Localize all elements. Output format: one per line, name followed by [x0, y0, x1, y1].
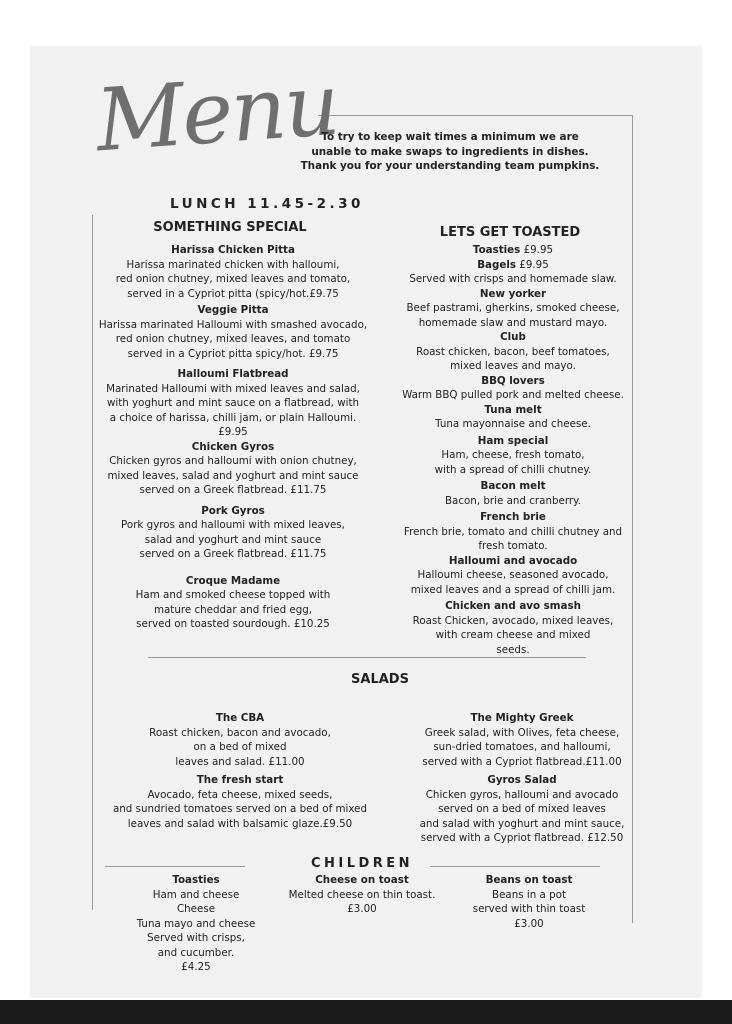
menu-item-name: Veggie Pitta — [197, 304, 269, 316]
salads-right-list — [412, 711, 632, 846]
menu-item-description: Roast chicken, bacon, beef tomatoes, mixed leaves and mayo. — [416, 345, 610, 372]
menu-item-description: Ham, cheese, fresh tomato, with a spread of chilli chutney. — [434, 449, 592, 476]
menu-item — [412, 773, 632, 846]
salads-heading: SALADS — [351, 672, 409, 687]
menu-item — [100, 773, 380, 831]
menu-item-name: The fresh start — [196, 774, 284, 786]
menu-item-name: Bacon melt — [480, 480, 546, 492]
menu-item-name: Club — [500, 331, 526, 343]
children-divider-left — [105, 866, 245, 867]
menu-item-name: Toasties — [172, 874, 220, 886]
menu-item-description: Tuna mayonnaise and cheese. — [435, 418, 591, 430]
menu-item-description: Beans in a pot served with thin toast £3.00 — [472, 888, 586, 930]
menu-item-description: Roast chicken, bacon and avocado, on a bed of mixed leaves and salad. £11.00 — [149, 726, 331, 768]
menu-item-name: Pork Gyros — [201, 504, 265, 517]
menu-item-description: Pork gyros and halloumi with mixed leaves, salad and yoghurt and mint sauce served on a Greek flatbread. £11.75 — [121, 519, 345, 560]
menu-item — [88, 243, 378, 301]
menu-item — [126, 873, 266, 975]
menu-item — [88, 440, 378, 498]
children-divider-right — [430, 866, 600, 867]
children-item-beans-on-toast — [454, 873, 604, 931]
menu-item-name: The Mighty Greek — [470, 712, 574, 724]
section-divider — [148, 657, 586, 658]
menu-item-description: Bacon, brie and cranberry. — [444, 494, 582, 507]
menu-item — [388, 554, 638, 598]
children-item-cheese-on-toast — [282, 873, 442, 917]
menu-item-price: £9.95 — [516, 258, 549, 271]
menu-item-description: Roast Chicken, avocado, mixed leaves, with cream cheese and mixed seeds. — [412, 614, 614, 656]
menu-item — [88, 303, 378, 361]
menu-item — [388, 287, 638, 331]
menu-item-description: Chicken gyros, halloumi and avocado served on a bed of mixed leaves and salad with yoghurt and mint sauce, served with a Cypriot flatbread. £12.50 — [419, 788, 625, 844]
menu-item — [388, 403, 638, 432]
menu-item-description: Greek salad, with Olives, feta cheese, sun-dried tomatoes, and halloumi, served with a Cypriot flatbread.£11.00 — [422, 726, 622, 768]
menu-item — [388, 258, 638, 287]
toasted-list — [388, 243, 638, 657]
menu-item-name: Harissa Chicken Pitta — [171, 244, 295, 256]
something-special-list — [88, 243, 378, 632]
menu-item-name: Chicken Gyros — [191, 440, 275, 453]
children-item-toasties — [126, 873, 266, 975]
lunch-hours: LUNCH 11.45-2.30 — [170, 196, 364, 212]
toasted-heading: LETS GET TOASTED — [439, 225, 581, 240]
menu-item-name: Toasties £9.95 — [472, 244, 554, 256]
menu-item-description: Halloumi cheese, seasoned avocado, mixed leaves and a spread of chilli jam. — [410, 569, 616, 596]
menu-item-name: New yorker — [479, 287, 547, 300]
menu-item — [388, 374, 638, 403]
menu-item-name: Chicken and avo smash — [445, 600, 581, 612]
menu-item-name: The CBA — [215, 712, 265, 724]
menu-title: Menu — [92, 54, 341, 172]
wait-time-note: To try to keep wait times a minimum we are unable to make swaps to ingredients in dishes. Thank you for your understanding team pumpkins. — [300, 131, 600, 172]
menu-item — [388, 479, 638, 508]
menu-item — [88, 574, 378, 632]
menu-item-description: French brie, tomato and chilli chutney and fresh tomato. — [403, 525, 623, 552]
menu-item-description: Ham and cheese Cheese Tuna mayo and cheese Served with crisps, and cucumber. £4.25 — [136, 888, 256, 973]
menu-item-name: Bagels £9.95 — [477, 258, 549, 271]
menu-item — [388, 599, 638, 657]
menu-item-name: French brie — [480, 511, 546, 523]
menu-item-name: Gyros Salad — [487, 774, 557, 786]
something-special-heading: SOMETHING SPECIAL — [153, 220, 307, 235]
bottom-bar — [0, 1000, 732, 1024]
menu-item-description: Chicken gyros and halloumi with onion chutney, mixed leaves, salad and yoghurt and mint sauce served on a Greek flatbread. £11.75 — [107, 455, 359, 496]
menu-item-description: Harissa marinated chicken with halloumi, red onion chutney, mixed leaves and tomato, served in a Cypriot pitta (spicy/hot.£9.75 — [115, 258, 351, 300]
menu-item-description: Harissa marinated Halloumi with smashed avocado, red onion chutney, mixed leaves, and tomato served in a Cypriot pitta spicy/hot. £9.75 — [98, 318, 368, 360]
menu-item-name: Ham special — [477, 434, 549, 447]
menu-item-name: Croque Madame — [185, 574, 281, 587]
menu-item — [388, 434, 638, 478]
menu-item-price: £9.95 — [520, 244, 554, 256]
menu-item — [388, 243, 638, 258]
menu-item-description: Melted cheese on thin toast. £3.00 — [288, 888, 436, 915]
menu-item-name: BBQ lovers — [481, 374, 545, 387]
menu-item — [282, 873, 442, 917]
menu-item — [100, 711, 380, 769]
menu-item — [454, 873, 604, 931]
menu-item-description: Warm BBQ pulled pork and melted cheese. — [402, 389, 624, 401]
menu-item — [412, 711, 632, 769]
menu-item-name: Halloumi Flatbread — [177, 368, 289, 380]
menu-item — [388, 330, 638, 374]
frame-line-top — [318, 115, 633, 116]
menu-item — [88, 504, 378, 562]
menu-item-name: Beans on toast — [485, 874, 573, 886]
menu-item-description: Beef pastrami, gherkins, smoked cheese, homemade slaw and mustard mayo. — [406, 302, 620, 329]
menu-item-description: Avocado, feta cheese, mixed seeds, and sundried tomatoes served on a bed of mixed leaves and salad with balsamic glaze.£9.50 — [112, 788, 368, 830]
menu-item-description: Marinated Halloumi with mixed leaves and salad, with yoghurt and mint sauce on a flatbread, with a choice of harissa, chilli jam, or plain Halloumi. £9.95 — [106, 382, 360, 438]
menu-item — [388, 510, 638, 554]
menu-item-name: Halloumi and avocado — [448, 554, 578, 567]
salads-left-list — [100, 711, 380, 831]
menu-item — [88, 367, 378, 440]
menu-item-name: Cheese on toast — [315, 874, 409, 886]
menu-item-description: Ham and smoked cheese topped with mature cheddar and fried egg, served on toasted sourdough. £10.25 — [135, 589, 331, 630]
menu-item-name: Tuna melt — [484, 403, 542, 416]
menu-item-description: Served with crisps and homemade slaw. — [409, 273, 617, 285]
children-heading: CHILDREN — [310, 856, 414, 871]
